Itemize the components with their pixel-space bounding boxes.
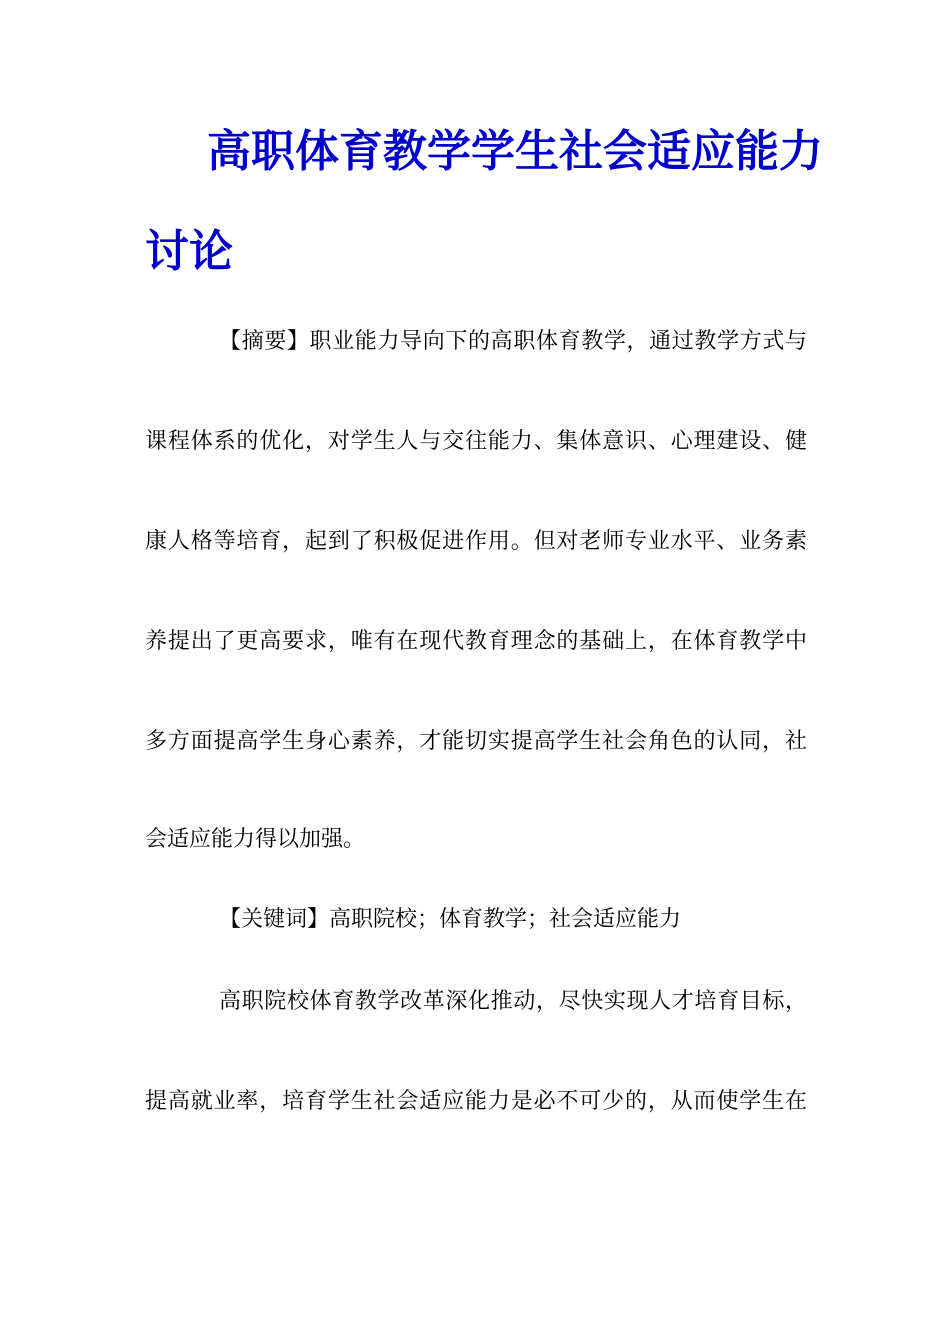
abstract-line-6: 会适应能力得以加强。 (145, 827, 366, 852)
abstract-line-1: 【摘要】职业能力导向下的高职体育教学，通过教学方式与 (219, 329, 807, 354)
abstract-line-5: 多方面提高学生身心素养，才能切实提高学生社会角色的认同，社 (145, 729, 807, 754)
body-line-2: 提高就业率，培育学生社会适应能力是必不可少的，从而使学生在 (145, 1089, 807, 1114)
body-line-1: 高职院校体育教学改革深化推动，尽快实现人才培育目标， (219, 989, 807, 1014)
abstract-line-2: 课程体系的优化，对学生人与交往能力、集体意识、心理建设、健 (145, 429, 807, 454)
document-title-line-2: 讨论 (145, 226, 233, 277)
abstract-line-4: 养提出了更高要求，唯有在现代教育理念的基础上，在体育教学中 (145, 629, 807, 654)
keywords-line: 【关键词】高职院校；体育教学；社会适应能力 (219, 907, 682, 932)
document-title-line-1: 高职体育教学学生社会适应能力 (207, 126, 823, 177)
abstract-line-3: 康人格等培育，起到了积极促进作用。但对老师专业水平、业务素 (145, 529, 807, 554)
